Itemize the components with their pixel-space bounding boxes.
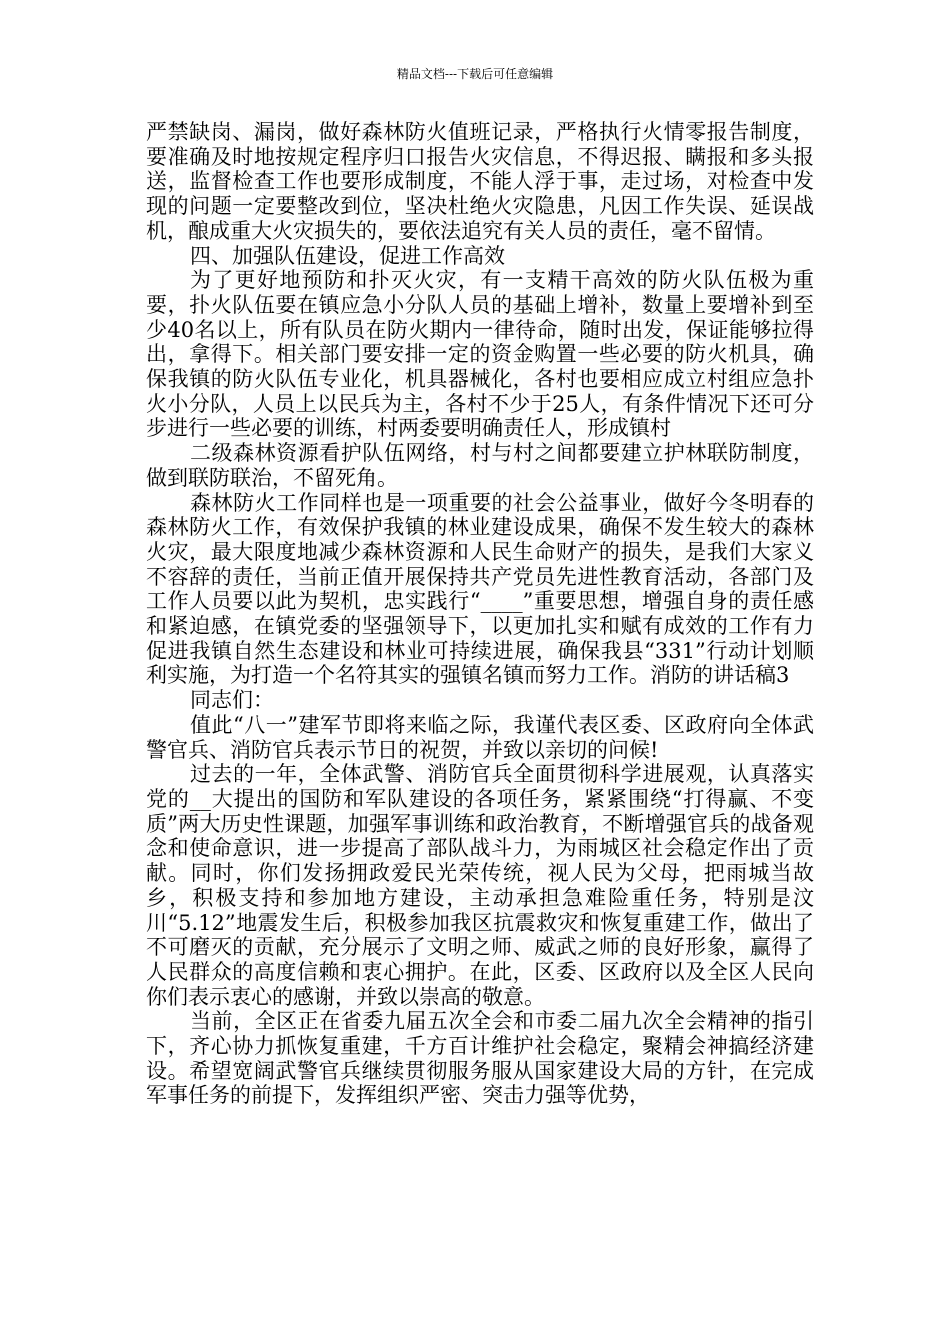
paragraph: 当前，全区正在省委九届五次全会和市委二届九次全会精神的指引下，齐心协力抓恢复重建，千方百计维护社会稳定，聚精会神搞经济建设。希望宽阔武警官兵继续贯彻服务服从国家建设大局的方针，在完成军事任务的前提下，发挥组织严密、突击力强等优势， (146, 1009, 814, 1108)
document-body (146, 120, 814, 1108)
paragraph: 严禁缺岗、漏岗，做好森林防火值班记录，严格执行火情零报告制度，要准确及时地按规定程序归口报告火灾信息，不得迟报、瞒报和多头报送，监督检查工作也要形成制度，不能人浮于事，走过场，对检查中发现的问题一定要整改到位，坚决杜绝火灾隐患，凡因工作失误、延误战机，酿成重大火灾损失的，要依法追究有关人员的责任，毫不留情。 (146, 120, 814, 243)
section-heading: 四、加强队伍建设，促进工作高效 (190, 243, 505, 268)
page-header: 精品文档---下载后可任意编辑 (396, 67, 554, 81)
salutation: 同志们： (190, 688, 274, 713)
paragraph: 二级森林资源看护队伍网络，村与村之间都要建立护林联防制度，做到联防联治，不留死角。 (146, 441, 814, 490)
paragraph: 值此“八一”建军节即将来临之际，我谨代表区委、区政府向全体武警官兵、消防官兵表示节日的祝贺，并致以亲切的问候! (146, 712, 814, 762)
paragraph: 为了更好地预防和扑灭火灾，有一支精干高效的防火队伍极为重要，扑火队伍要在镇应急小分队人员的基础上增补，数量上要增补到至少40名以上，所有队员在防火期内一律待命，随时出发，保证能够拉得出，拿得下。相关部门要安排一定的资金购置一些必要的防火机具，确保我镇的防火队伍专业化，机具器械化，各村也要相应成立村组应急扑火小分队，人员上以民兵为主，各村不少于25人，有条件情况下还可分步进行一些必要的训练，村两委要明确责任人，形成镇村 (146, 268, 814, 441)
paragraph: 过去的一年，全体武警、消防官兵全面贯彻科学进展观，认真落实党的__大提出的国防和军队建设的各项任务，紧紧围绕“打得赢、不变质”两大历史性课题，加强军事训练和政治教育，不断增强官兵的战备观念和使命意识，进一步提高了部队战斗力，为雨城区社会稳定作出了贡献。同时，你们发扬拥政爱民光荣传统，视人民为父母，把雨城当故乡，积极支持和参加地方建设，主动承担急难险重任务，特别是汶川“5.12”地震发生后，积极参加我区抗震救灾和恢复重建工作，做出了不可磨灭的贡献，充分展示了文明之师、威武之师的良好形象，赢得了人民群众的高度信赖和衷心拥护。在此，区委、区政府以及全区人民向你们表示衷心的感谢，并致以崇高的敬意。 (146, 762, 814, 1009)
paragraph: 森林防火工作同样也是一项重要的社会公益事业，做好今冬明春的森林防火工作，有效保护我镇的林业建设成果，确保不发生较大的森林火灾，最大限度地减少森林资源和人民生命财产的损失，是我们大家义不容辞的责任，当前正值开展保持共产党员先进性教育活动，各部门及工作人员要以此为契机，忠实践行“____”重要思想，增强自身的责任感和紧迫感，在镇党委的坚强领导下，以更加扎实和赋有成效的工作有力促进我镇自然生态建设和林业可持续进展，确保我县“331”行动计划顺利实施，为打造一个名符其实的强镇名镇而努力工作。消防的讲话稿3 (146, 490, 814, 688)
